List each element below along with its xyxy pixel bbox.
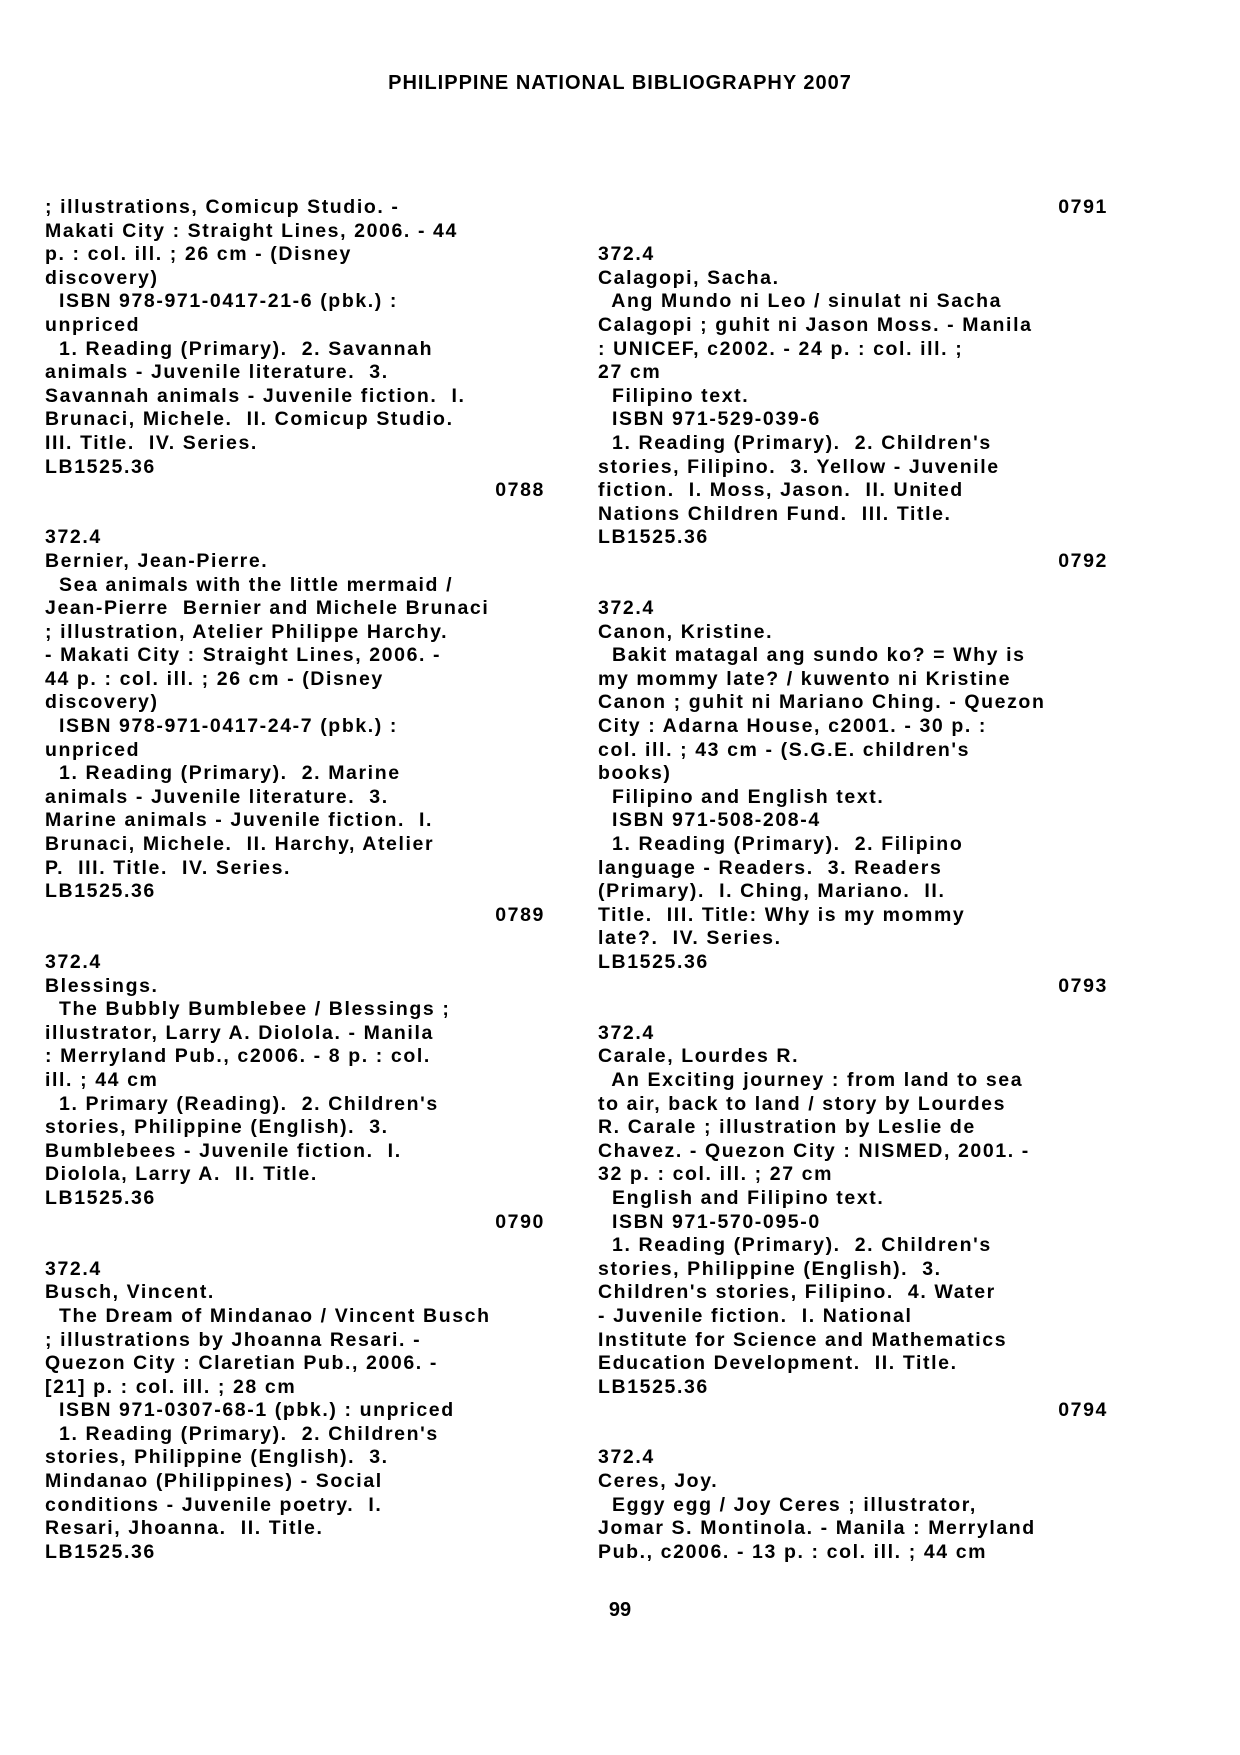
bibliography-line: Jomar S. Montinola. - Manila : Merryland: [598, 1517, 1036, 1540]
bibliography-line: to air, back to land / story by Lourdes: [598, 1092, 1007, 1115]
bibliography-line: Savannah animals - Juvenile fiction. I.: [45, 384, 466, 407]
bibliography-line: Jean-Pierre Bernier and Michele Brunaci: [45, 597, 490, 620]
bibliography-line: [598, 574, 1108, 598]
bibliography-line: Ceres, Joy.: [598, 1470, 719, 1493]
bibliography-line: p. : col. ill. ; 26 cm - (Disney: [45, 243, 352, 266]
bibliography-line: 372.4: [598, 597, 655, 620]
bibliography-line: ISBN 971-0307-68-1 (pbk.) : unpriced: [45, 1399, 455, 1422]
entry-number: 0792: [1058, 549, 1108, 572]
bibliography-line: Education Development. II. Title.: [598, 1352, 958, 1375]
bibliography-line: ISBN 971-529-039-6: [598, 408, 821, 431]
bibliography-line: unpriced: [45, 738, 141, 761]
entry-number: 0789: [495, 903, 545, 926]
bibliography-line: Mindanao (Philippines) - Social: [45, 1470, 383, 1493]
bibliography-line: Blessings.: [45, 974, 159, 997]
bibliography-line: Bernier, Jean-Pierre.: [45, 549, 269, 572]
bibliography-line: Bumblebees - Juvenile fiction. I.: [45, 1139, 402, 1162]
bibliography-line: [45, 1234, 545, 1258]
page-header: PHILIPPINE NATIONAL BIBLIOGRAPHY 2007: [388, 72, 852, 94]
bibliography-line: discovery): [45, 691, 159, 714]
entry-number: 0794: [1058, 1399, 1108, 1422]
bibliography-line: The Bubbly Bumblebee / Blessings ;: [45, 998, 451, 1021]
bibliography-line: 1. Reading (Primary). 2. Children's: [598, 1234, 992, 1257]
bibliography-line: Ang Mundo ni Leo / sinulat ni Sacha: [598, 290, 1003, 313]
bibliography-line: 1. Reading (Primary). 2. Savannah: [45, 337, 434, 360]
bibliography-line: Diolola, Larry A. II. Title.: [45, 1163, 318, 1186]
bibliography-line: English and Filipino text.: [598, 1186, 885, 1209]
bibliography-line: stories, Philippine (English). 3.: [45, 1446, 389, 1469]
bibliography-line: ISBN 971-508-208-4: [598, 809, 821, 832]
bibliography-line: 1. Reading (Primary). 2. Children's: [598, 431, 992, 454]
bibliography-line: late?. IV. Series.: [598, 927, 782, 950]
entry-number: 0788: [495, 479, 545, 502]
bibliography-line: [598, 220, 1108, 244]
bibliography-line: [45, 927, 545, 951]
bibliography-line: Canon, Kristine.: [598, 620, 774, 643]
bibliography-line: Marine animals - Juvenile fiction. I.: [45, 809, 434, 832]
bibliography-line: LB1525.36: [45, 1540, 156, 1563]
bibliography-line: Brunaci, Michele. II. Harchy, Atelier: [45, 833, 435, 856]
bibliography-line: animals - Juvenile literature. 3.: [45, 785, 389, 808]
bibliography-line: animals - Juvenile literature. 3.: [45, 361, 389, 384]
bibliography-line: 27 cm: [598, 361, 662, 384]
bibliography-line: ; illustrations by Jhoanna Resari. -: [45, 1328, 422, 1351]
entry-number: 0790: [495, 1210, 545, 1233]
bibliography-line: LB1525.36: [598, 951, 709, 973]
bibliography-line: unpriced: [45, 313, 141, 336]
bibliography-line: City : Adarna House, c2001. - 30 p. :: [598, 715, 987, 738]
bibliography-line: Filipino and English text.: [598, 785, 885, 808]
bibliography-line: books): [598, 762, 672, 785]
bibliography-line: LB1525.36: [45, 1186, 156, 1209]
bibliography-line: 372.4: [598, 1446, 655, 1469]
bibliography-line: Chavez. - Quezon City : NISMED, 2001. -: [598, 1139, 1030, 1162]
bibliography-line: [45, 503, 545, 527]
bibliography-line: ; illustrations, Comicup Studio. -: [45, 196, 400, 218]
bibliography-line: 44 p. : col. ill. ; 26 cm - (Disney: [45, 667, 384, 690]
bibliography-line: 1. Reading (Primary). 2. Children's: [45, 1422, 439, 1445]
bibliography-line: fiction. I. Moss, Jason. II. United: [598, 479, 964, 502]
bibliography-line: ISBN 971-570-095-0: [598, 1210, 821, 1233]
bibliography-line: Quezon City : Claretian Pub., 2006. -: [45, 1352, 438, 1375]
page-number: 99: [608, 1599, 632, 1621]
bibliography-line: LB1525.36: [45, 455, 156, 478]
bibliography-line: ; illustration, Atelier Philippe Harchy.: [45, 620, 449, 643]
bibliography-line: Sea animals with the little mermaid /: [45, 573, 454, 596]
bibliography-line: Brunaci, Michele. II. Comicup Studio.: [45, 408, 454, 431]
bibliography-line: Children's stories, Filipino. 4. Water: [598, 1281, 996, 1304]
bibliography-line: 372.4: [45, 1257, 102, 1280]
bibliography-line: ISBN 978-971-0417-24-7 (pbk.) :: [45, 715, 399, 738]
bibliography-line: discovery): [45, 266, 159, 289]
bibliography-line: 372.4: [45, 526, 102, 549]
bibliography-line: 1. Reading (Primary). 2. Marine: [45, 762, 401, 785]
bibliography-line: Canon ; guhit ni Mariano Ching. - Quezon: [598, 691, 1046, 714]
bibliography-line: : UNICEF, c2002. - 24 p. : col. ill. ;: [598, 337, 964, 360]
bibliography-line: stories, Philippine (English). 3.: [598, 1257, 942, 1280]
bibliography-line: An Exciting journey : from land to sea: [598, 1068, 1024, 1091]
bibliography-line: Makati City : Straight Lines, 2006. - 44: [45, 219, 458, 242]
bibliography-line: Carale, Lourdes R.: [598, 1045, 800, 1068]
bibliography-line: conditions - Juvenile poetry. I.: [45, 1493, 383, 1516]
bibliography-line: Eggy egg / Joy Ceres ; illustrator,: [598, 1493, 977, 1516]
bibliography-line: Filipino text.: [598, 384, 750, 407]
bibliography-line: illustrator, Larry A. Diolola. - Manila: [45, 1021, 434, 1044]
bibliography-line: col. ill. ; 43 cm - (S.G.E. children's: [598, 738, 971, 761]
bibliography-line: 372.4: [598, 1021, 655, 1044]
bibliography-line: Calagopi ; guhit ni Jason Moss. - Manila: [598, 313, 1033, 336]
bibliography-line: [598, 998, 1108, 1022]
bibliography-line: (Primary). I. Ching, Mariano. II.: [598, 880, 946, 903]
bibliography-line: The Dream of Mindanao / Vincent Busch: [45, 1304, 491, 1327]
entry-number: 0793: [1058, 974, 1108, 997]
bibliography-line: Busch, Vincent.: [45, 1281, 215, 1304]
bibliography-line: - Juvenile fiction. I. National: [598, 1304, 913, 1327]
bibliography-line: LB1525.36: [45, 880, 156, 903]
bibliography-line: P. III. Title. IV. Series.: [45, 856, 292, 879]
bibliography-line: ISBN 978-971-0417-21-6 (pbk.) :: [45, 290, 399, 313]
bibliography-line: Institute for Science and Mathematics: [598, 1328, 1008, 1351]
bibliography-line: : Merryland Pub., c2006. - 8 p. : col.: [45, 1045, 431, 1068]
bibliography-line: ill. ; 44 cm: [45, 1068, 159, 1091]
entry-number: 0791: [1058, 196, 1108, 218]
bibliography-line: Calagopi, Sacha.: [598, 266, 780, 289]
bibliography-line: Bakit matagal ang sundo ko? = Why is: [598, 644, 1026, 667]
bibliography-line: 32 p. : col. ill. ; 27 cm: [598, 1163, 834, 1186]
bibliography-line: LB1525.36: [598, 1375, 709, 1398]
left-column: [45, 196, 545, 1564]
bibliography-line: Nations Children Fund. III. Title.: [598, 502, 952, 525]
bibliography-line: Pub., c2006. - 13 p. : col. ill. ; 44 cm: [598, 1540, 988, 1563]
bibliography-line: LB1525.36: [598, 526, 709, 549]
bibliography-line: [21] p. : col. ill. ; 28 cm: [45, 1375, 297, 1398]
bibliography-line: - Makati City : Straight Lines, 2006. -: [45, 644, 442, 667]
bibliography-line: stories, Philippine (English). 3.: [45, 1116, 389, 1139]
bibliography-line: 372.4: [45, 951, 102, 973]
bibliography-line: 372.4: [598, 243, 655, 266]
bibliography-line: Title. III. Title: Why is my mommy: [598, 903, 966, 926]
bibliography-line: 1. Reading (Primary). 2. Filipino: [598, 833, 964, 856]
bibliography-line: [598, 1423, 1108, 1447]
right-column: [598, 196, 1108, 1564]
bibliography-line: language - Readers. 3. Readers: [598, 856, 943, 879]
bibliography-line: Resari, Jhoanna. II. Title.: [45, 1517, 324, 1540]
bibliography-line: my mommy late? / kuwento ni Kristine: [598, 667, 1012, 690]
bibliography-line: R. Carale ; illustration by Leslie de: [598, 1116, 976, 1139]
bibliography-line: stories, Filipino. 3. Yellow - Juvenile: [598, 455, 1000, 478]
bibliography-line: 1. Primary (Reading). 2. Children's: [45, 1092, 439, 1115]
bibliography-line: III. Title. IV. Series.: [45, 431, 258, 454]
